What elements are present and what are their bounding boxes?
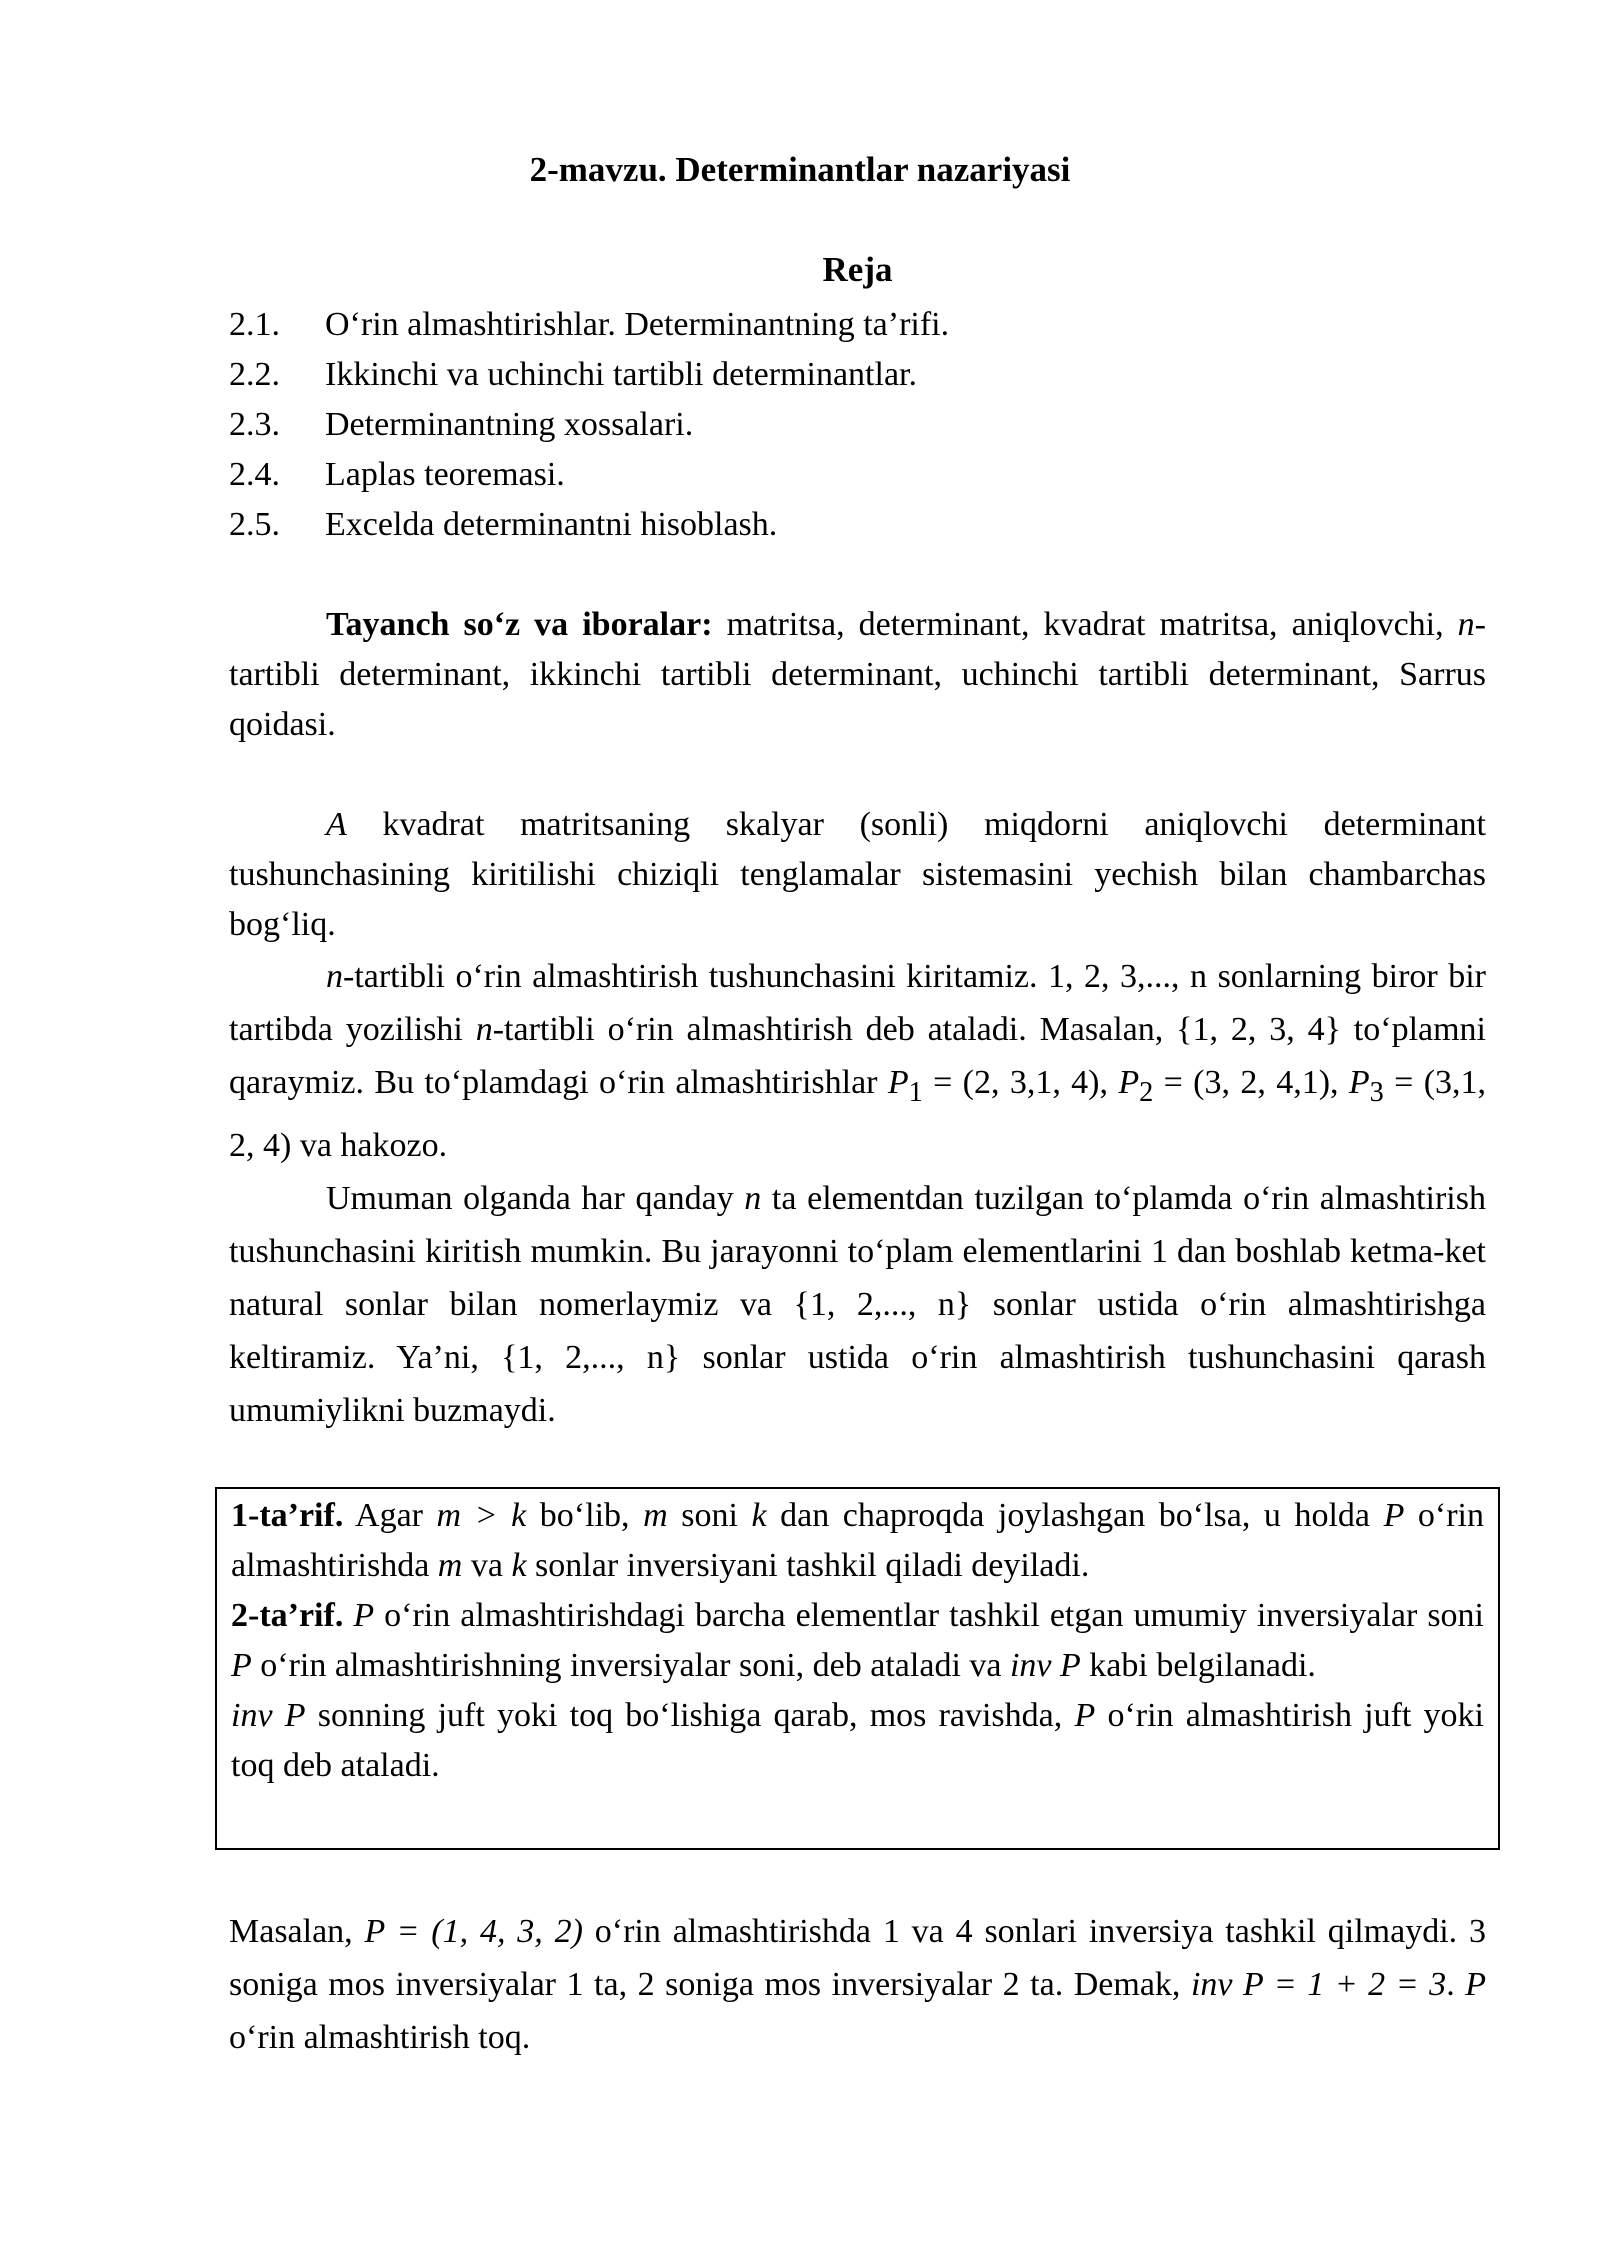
paragraph-text: to‘plamni qaraymiz. Bu to‘plamdagi o‘rin almashtirishlar [229,1011,1487,1101]
example-text: o‘rin almashtirish toq. [229,2019,531,2056]
plan-item-text: O‘rin almashtirishlar. Determinantning ta’rifi. [325,306,950,343]
math-P: P [1074,1697,1096,1734]
math-P: P [353,1597,375,1634]
body-section [229,800,1486,1437]
plan-item [229,350,949,400]
definition-text: soni [667,1497,752,1534]
math-m: m [643,1497,668,1534]
definition-text: va [462,1547,512,1584]
math-set: {1, 2, 3, 4} [1176,1011,1341,1048]
math-inv-P: inv P [231,1697,306,1734]
example-section [229,1905,1486,2064]
definition-text: o‘rin almashtirishning inversiyalar soni, deb ataladi va [251,1647,1010,1684]
plan-item-number: 2.4. [229,456,280,493]
plan-item [229,300,949,350]
math-n: n [326,958,343,995]
plan-list [229,300,949,550]
keywords-section [229,600,1486,750]
math-k: k [751,1497,767,1534]
paragraph-text: sonlar ustida o‘rin almashtirish tushunchasini qarash umumiylikni buzmaydi. [229,1338,1487,1429]
paragraph-text: sonlar ustida o‘rin almashtirishga keltiramiz. Ya’ni, [229,1285,1486,1376]
example-text: o‘rin almashtirishda 1 va 4 sonlari inversiya tashkil qilmaydi. 3 soniga mos inversiyalar 1 ta, 2 soniga mos inversiyalar 2 ta. Demak, [229,1913,1486,2003]
math-n: n [744,1179,762,1217]
paragraph-text: Umuman olganda har qanday [326,1179,745,1217]
keywords-label: Tayanch so‘z va iboralar: [326,606,713,643]
math-permutation: P = (1, 4, 3, 2) [364,1913,583,1950]
definition-2 [231,1591,1484,1691]
plan-item-text: Determinantning xossalari. [325,406,694,443]
paragraph-text: kvadrat matritsaning skalyar (sonli) miqdorni aniqlovchi determinant tushunchasining kiritilishi chiziqli tenglamalar sistemasini yechish bilan chambarchas bog‘liq. [229,806,1486,943]
page-title: 2-mavzu. Determinantlar nazariyasi [529,150,1071,189]
plan-item [229,400,949,450]
keywords-text: matritsa, determinant, kvadrat matritsa, aniqlovchi, [712,606,1458,643]
keywords-paragraph [229,600,1486,750]
math-k: k [511,1547,527,1584]
plan-heading: Reja [822,250,893,289]
paragraph-text: va hakozo. [291,1126,448,1164]
plan-item-text: Ikkinchi va uchinchi tartibli determinantlar. [325,356,917,393]
math-condition: m > k [436,1497,527,1534]
math-inv-P: inv P [1009,1647,1081,1684]
definition-text: o‘rin almashtirish juft yoki toq deb ataladi. [231,1697,1485,1784]
example-text: . [1446,1966,1466,2003]
example-paragraph [229,1905,1486,2064]
plan-item-text: Excelda determinantni hisoblash. [325,506,778,543]
definition-text: bo‘lib, [526,1497,644,1534]
definition-text: dan chaproqda joylashgan bo‘lsa, u holda [766,1497,1384,1534]
definition-text: kabi belgilanadi. [1080,1647,1316,1684]
definition-text: Agar [343,1497,437,1534]
math-A: A [326,806,347,843]
paragraph-3 [229,1172,1486,1437]
math-inv-P: inv P = 1 + 2 = 3 [1190,1966,1447,2003]
math-set: {1, 2,..., n} [501,1338,681,1376]
math-m: m [437,1547,463,1584]
math-P: P [887,1064,909,1101]
definition-text: sonlar inversiyani tashkil qiladi deyiladi. [526,1547,1090,1584]
example-text: Masalan, [229,1913,365,1950]
definition-label: 2-ta’rif. [231,1597,344,1634]
plan-item-number: 2.3. [229,406,280,443]
paragraph-2 [229,950,1486,1172]
definition-text: o‘rin almashtirishdagi barcha elementlar tashkil etgan umumiy inversiyalar soni [374,1597,1485,1634]
paragraph-text: sonlarning biror bir tartibda yozilishi [229,958,1486,1048]
math-P: P [1118,1064,1140,1101]
math-P: P [1383,1497,1405,1534]
math-permutation: = (2, 3,1, 4), [922,1064,1119,1101]
paragraph-1 [229,800,1486,950]
plan-item [229,500,949,550]
definition-3 [231,1691,1484,1791]
definition-label: 1-ta’rif. [231,1497,344,1534]
math-subscript: 1 [908,1076,923,1108]
plan-item-text: Laplas teoremasi. [325,456,565,493]
plan-item-number: 2.2. [229,356,280,393]
paragraph-text: ta elementdan tuzilgan to‘plamda o‘rin almashtirish tushunchasini kiritish mumkin. Bu jarayonni to‘plam elementlarini 1 dan boshlab ketma-ket natural sonlar bilan nomerlaymiz va [229,1179,1486,1323]
math-n: n [1457,606,1475,643]
definition-1 [231,1491,1484,1591]
definition-text: o‘rin almashtirishda [231,1497,1485,1584]
math-sequence: 1, 2, 3,..., n [1048,958,1208,995]
math-n: n [475,1011,493,1048]
math-P: P [1348,1064,1370,1101]
definitions-content [231,1491,1484,1791]
paragraph-text: -tartibli o‘rin almashtirish deb ataladi. Masalan, [492,1011,1177,1048]
math-set: {1, 2,..., n} [793,1285,972,1323]
math-P: P [231,1647,252,1684]
math-subscript: 2 [1139,1076,1154,1108]
keywords-text: -tartibli determinant, ikkinchi tartibli determinant, uchinchi tartibli determinant, Sarrus qoidasi. [229,606,1486,743]
plan-item-number: 2.5. [229,506,280,543]
definitions-box [215,1487,1500,1850]
paragraph-text: -tartibli o‘rin almashtirish tushunchasini kiritamiz. [343,958,1049,995]
math-permutation: = (3,1, 2, 4) [229,1064,1487,1164]
plan-item-number: 2.1. [229,306,280,343]
math-P: P [1465,1966,1486,2003]
definition-text: sonning juft yoki toq bo‘lishiga qarab, mos ravishda, [305,1697,1075,1734]
plan-item [229,450,949,500]
math-permutation: = (3, 2, 4,1), [1153,1064,1349,1101]
math-subscript: 3 [1369,1076,1384,1108]
